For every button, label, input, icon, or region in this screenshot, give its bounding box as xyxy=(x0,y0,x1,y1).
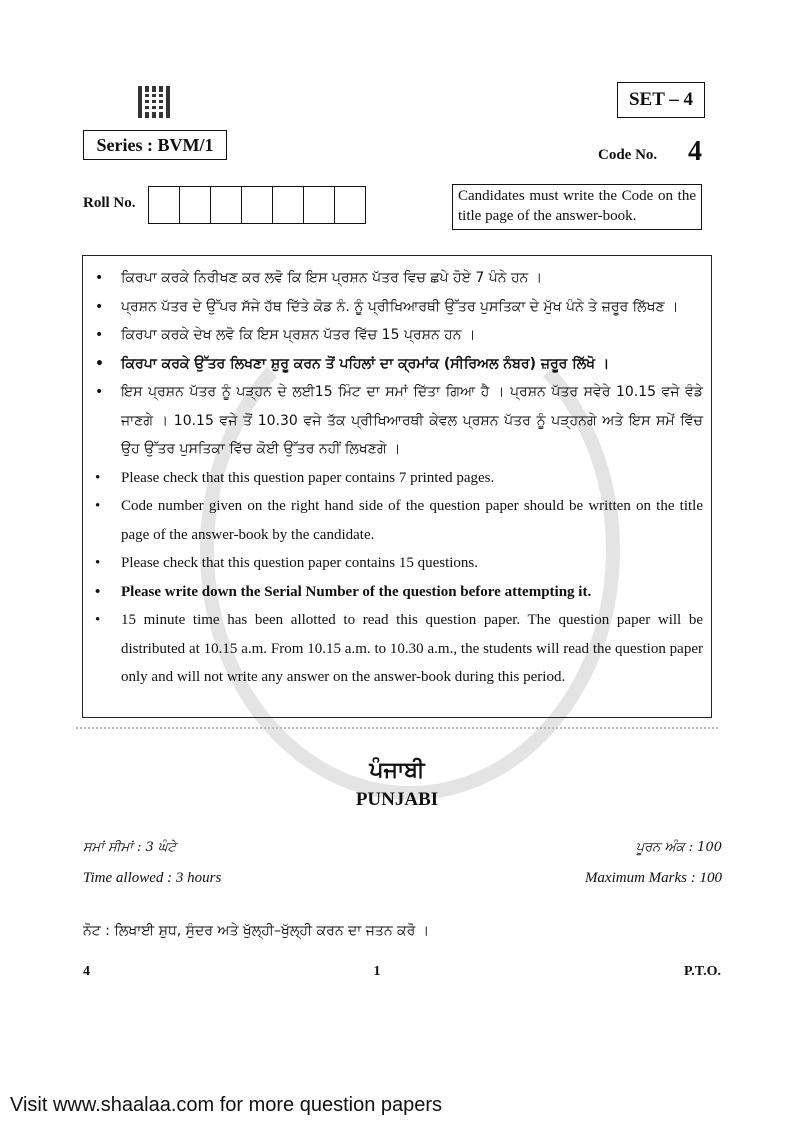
instruction-pa: • ਕਿਰਪਾ ਕਰਕੇ ਨਿਰੀਖਣ ਕਰ ਲਵੋ ਕਿ ਇਸ ਪ੍ਰਸ਼ਨ ਪੱਤਰ ਵਿਚ ਛਪੇ ਹੋਏ 7 ਪੰਨੇ ਹਨ । xyxy=(83,264,703,293)
divider xyxy=(76,727,718,729)
code-label: Code No. xyxy=(598,147,658,163)
instruction-pa: • ਕਿਰਪਾ ਕਰਕੇ ਦੇਖ ਲਵੋ ਕਿ ਇਸ ਪ੍ਰਸ਼ਨ ਪੱਤਰ ਵਿੱਚ 15 ਪ੍ਰਸ਼ਨ ਹਨ । xyxy=(83,321,703,350)
roll-box xyxy=(304,187,335,223)
code-value: 4 xyxy=(688,136,702,167)
roll-box xyxy=(211,187,242,223)
main-content xyxy=(82,255,722,981)
roll-box xyxy=(273,187,304,223)
time-punjabi: ਸਮਾਂ ਸੀਮਾਂ : 3 ਘੰਟੇ xyxy=(83,840,176,855)
instruction-en: • Code number given on the right hand side of the question paper should be written on the title page of the answer-book by the candidate. xyxy=(83,492,703,549)
instruction-pa: • ਪ੍ਰਸ਼ਨ ਪੱਤਰ ਦੇ ਉੱਪਰ ਸੱਜੇ ਹੱਥ ਦਿੱਤੇ ਕੋਡ ਨੰ. ਨੂੰ ਪ੍ਰੀਖਿਆਰਥੀ ਉੱਤਰ ਪੁਸਤਿਕਾ ਦੇ ਮੁੱਖ ਪੰਨੇ ਤੇ ਜ਼ਰੂਰ ਲਿੱਖਣ । xyxy=(83,293,703,322)
roll-number-boxes xyxy=(148,186,366,224)
instruction-en: • Please check that this question paper contains 7 printed pages. xyxy=(83,464,703,493)
shaalaa-banner: Visit www.shaalaa.com for more question papers xyxy=(10,1094,443,1116)
roll-box xyxy=(335,187,365,223)
roll-box xyxy=(180,187,211,223)
roll-label: Roll No. xyxy=(83,195,136,211)
meta-row-english xyxy=(83,868,722,888)
subject-title-english: PUNJABI xyxy=(355,789,439,810)
instruction-pa: • ਇਸ ਪ੍ਰਸ਼ਨ ਪੱਤਰ ਨੂੰ ਪੜ੍ਹਨ ਦੇ ਲਈ15 ਮਿੰਟ ਦਾ ਸਮਾਂ ਦਿੱਤਾ ਗਿਆ ਹੈ । ਪ੍ਰਸ਼ਨ ਪੱਤਰ ਸਵੇਰੇ 10.15 ਵਜੇ ਵੰਡੇ ਜਾਣਗੇ । 10.15 ਵਜੇ ਤੋਂ 10.30 ਵਜੇ ਤੱਕ ਪ੍ਰੀਖਿਆਰਥੀ ਕੇਵਲ ਪ੍ਰਸ਼ਨ ਪੱਤਰ ਨੂੰ ਪੜ੍ਹਨਗੇ ਅਤੇ ਇਸ ਸਮੇਂ ਵਿੱਚ ਉਹ ਉੱਤਰ ਪੁਸਤਿਕਾ ਵਿੱਚ ਕੋਈ ਉੱਤਰ ਨਹੀਂ ਲਿਖਣਗੇ । xyxy=(83,378,703,464)
marks-punjabi: ਪੂਰਨ ਅੰਕ : 100 xyxy=(635,840,722,855)
note: ਨੋਟ : ਲਿਖਾਈ ਸ਼ੁਧ, ਸੁੰਦਰ ਅਤੇ ਖੁੱਲ੍ਹੀ–ਖੁੱਲ੍ਹੀ ਕਰਨ ਦਾ ਜਤਨ ਕਰੋ । xyxy=(83,923,430,939)
instruction-en: • 15 minute time has been allotted to read this question paper. The question paper will be distributed at 10.15 a.m. From 10.15 a.m. to 10.30 a.m., the students will read the question paper only and will not write any answer on the answer-book during this period. xyxy=(83,606,703,692)
instruction-en: • Please check that this question paper contains 15 questions. xyxy=(83,549,703,578)
page-number: 1 xyxy=(373,964,381,979)
meta-row-punjabi xyxy=(83,838,722,858)
subject-title-punjabi: ਪੰਜਾਬੀ xyxy=(369,758,425,783)
maximum-marks: Maximum Marks : 100 xyxy=(584,870,722,886)
roll-box xyxy=(149,187,180,223)
pto: P.T.O. xyxy=(684,964,721,979)
time-allowed: Time allowed : 3 hours xyxy=(83,870,222,886)
candidates-note: Candidates must write the Code on the title page of the answer-book. xyxy=(452,184,702,230)
series-label: Series : BVM/1 xyxy=(83,130,227,160)
roll-box xyxy=(242,187,273,223)
instruction-en: • Please write down the Serial Number of the question before attempting it. xyxy=(83,578,703,607)
footer-code: 4 xyxy=(83,964,90,979)
instructions-box xyxy=(82,255,712,718)
instruction-pa: • ਕਿਰਪਾ ਕਰਕੇ ਉੱਤਰ ਲਿਖਣਾ ਸ਼ੁਰੂ ਕਰਨ ਤੋਂ ਪਹਿਲਾਂ ਦਾ ਕ੍ਰਮਾਂਕ (ਸੀਰਿਅਲ ਨੰਬਰ) ਜ਼ਰੂਰ ਲਿੱਖੋ । xyxy=(83,350,703,379)
set-label: SET – 4 xyxy=(617,82,705,118)
qr-code-icon xyxy=(138,86,170,118)
footer xyxy=(83,963,721,981)
